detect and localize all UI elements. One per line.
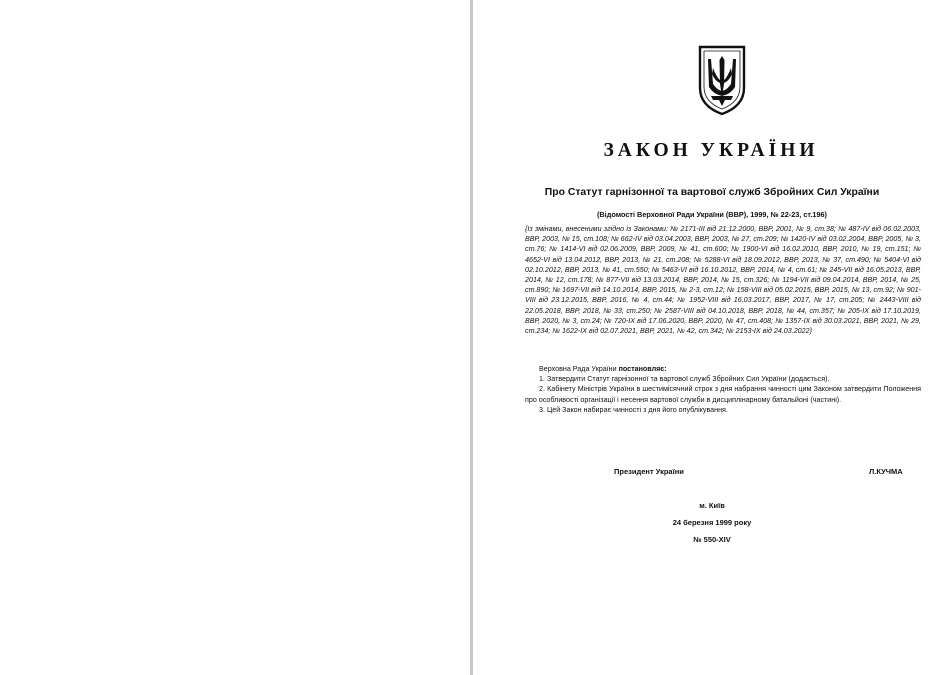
blank-left-page xyxy=(0,0,470,675)
article-1: 1. Затвердити Статут гарнізонної та вартової служб Збройних Сил України (додається). xyxy=(539,375,830,384)
law-subtitle: Про Статут гарнізонної та вартової служб Збройних Сил України xyxy=(544,187,880,198)
intro-text: Верховна Рада України xyxy=(539,365,617,373)
coat-of-arms-icon xyxy=(697,44,747,116)
publication-source: (Відомості Верховної Ради України (ВВР), 1999, № 22-23, ст.196) xyxy=(596,210,827,219)
amendments-note: {Із змінами, внесеними згідно із Законами: № 2171-III від 21.12.2000, ВВР, 2001, № 9, ст.38; № 487-IV від 06.02.2003, ВВР, 2003, № 15, ст.108; № 662-IV від 03.04.2003, ВВР, 2003, № 27, ст.209; № 1420-IV від 03.02.2004, ВВР, 2005, № 3, ст.76; № 1414-VI від 02.06.2009, ВВР, 2009, № 41, ст.600; № 1900-VI від 16.02.2010, ВВР, 2010, № 19, ст.151; № 4652-VI від 13.04.2012, ВВР, 2013, № 21, ст.208; № 5288-VI від 18.09.2012, ВВР, 2013, № 37, ст.490; № 5404-VI від 02.10.2012, ВВР, 2013, № 41, ст.550; № 5463-VI від 16.10.2012, ВВР, 2014, № 4, ст.61; № 245-VII від 16.05.2013, ВВР, 2014, № 12, ст.178; № 877-VII від 13.03.2014, ВВР, 2014, № 15, ст.326; № 1194-VII від 09.04.2014, ВВР, 2014, № 25, ст.890; № 1697-VII від 14.10.2014, ВВР, 2015, № 2-3, ст.12; № 158-VIII від 05.02.2015, ВВР, 2015, № 13, ст.92; № 901-VIII від 23.12.2015, ВВР, 2016, № 4, ст.44; № 1952-VIII від 16.03.2017, ВВР, 2017, № 17, ст.205; № 2443-VIII від 22.05.2018, ВВР, 2018, № 33, ст.250; № 2587-VIII від 04.10.2018, ВВР, 2018, № 44, ст.357; № 205-IX від 17.10.2019, ВВР, 2020, № 3, ст.24; № 720-IX від 17.06.2020, ВВР, 2020, № 47, ст.408; № 1357-IX від 30.03.2021, ВВР, 2021, № 29, ст.234; № 1622-IX від 02.07.2021, ВВР, 2021, № 42, ст.342; № 2153-IX від 24.03.2022} xyxy=(525,225,921,336)
article-3: 3. Цей Закон набирає чинності з дня його опублікування. xyxy=(539,405,728,414)
article-2: 2. Кабінету Міністрів України в шестимісячний строк з дня набрання чинності цим Законом затвердити Положення про особливості організації і несення вартової служби в дисциплінарному батальйоні (частині). xyxy=(525,385,921,404)
signing-date: 24 березня 1999 року xyxy=(672,518,752,527)
law-body xyxy=(525,364,921,415)
law-number: № 550-XIV xyxy=(693,535,731,544)
signature-title: Президент України xyxy=(614,467,684,476)
law-title: ЗАКОН УКРАЇНИ xyxy=(603,140,819,161)
document-page xyxy=(473,0,945,675)
signature-name: Л.КУЧМА xyxy=(869,467,903,476)
place-of-signing: м. Київ xyxy=(699,501,725,510)
intro-bold-text: постановляє: xyxy=(618,365,667,373)
resolution-intro xyxy=(525,364,921,374)
